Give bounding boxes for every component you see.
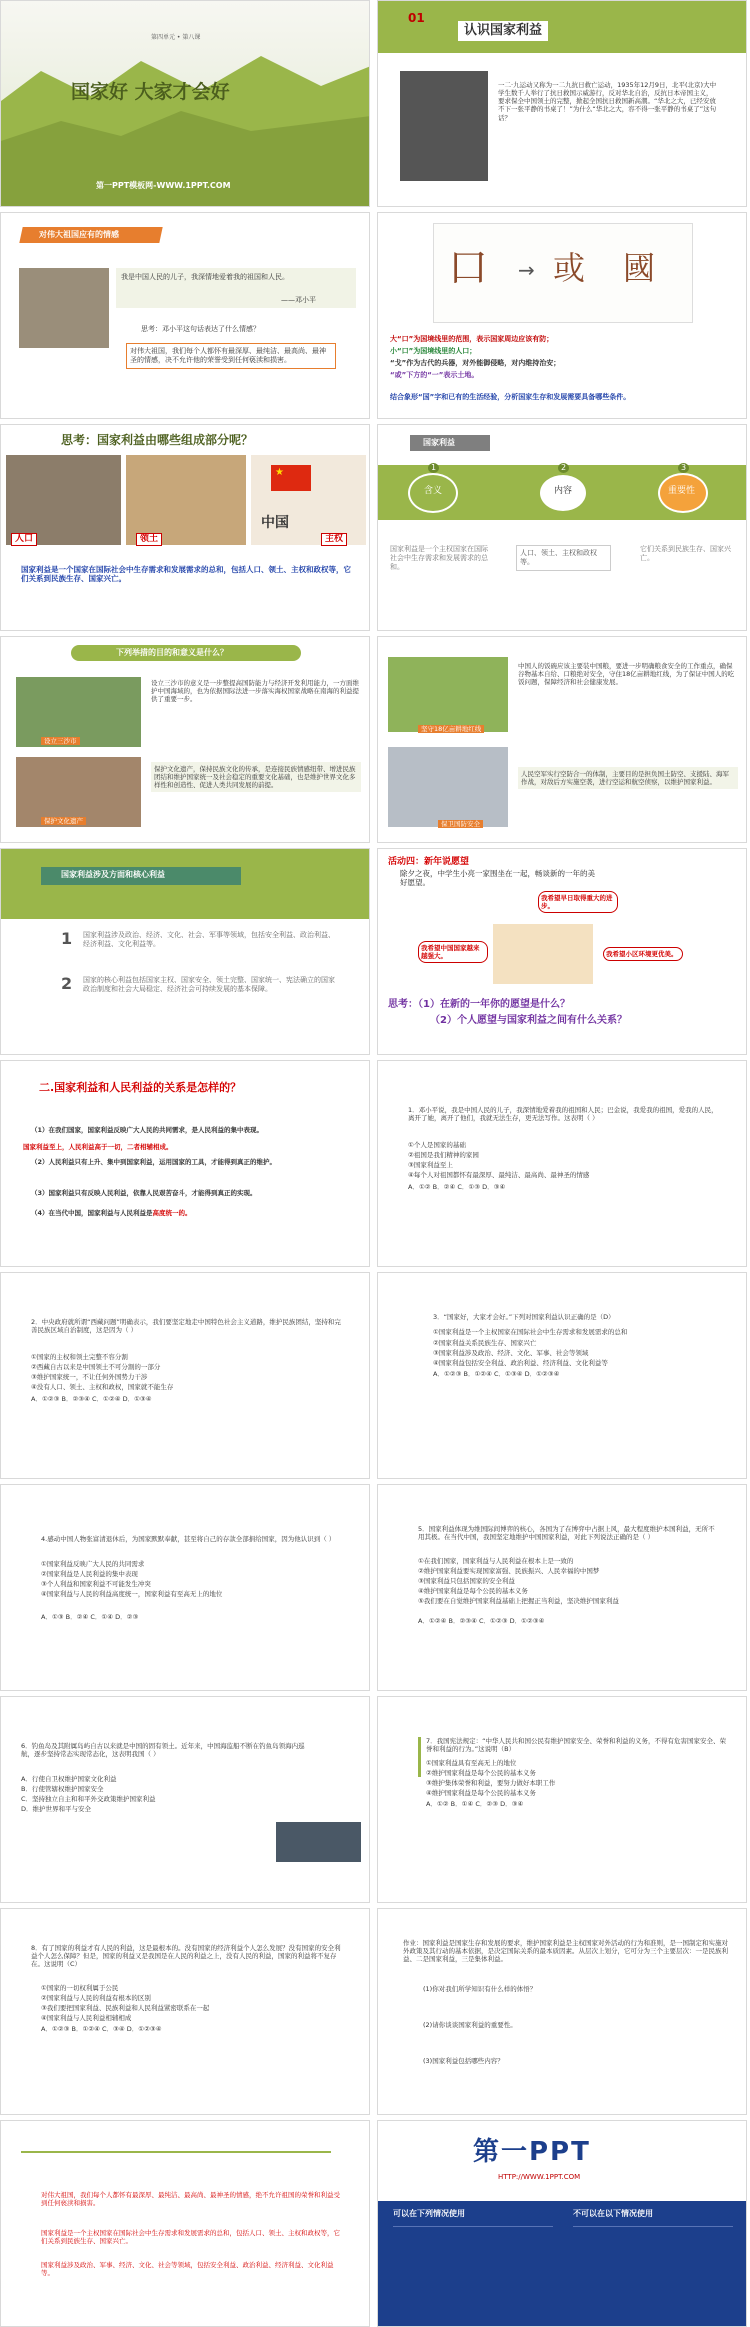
question-stem: 8．有了国家的利益才有人民的利益，这是最根本的。没有国家的经济利益个人怎么发展？没有国家的安全利益个人怎么保障？但是，国家的利益又是我国是在人民的利益之上，没有人民的利益，国家的利益将不复存在。这说明（C） [31,1944,341,1969]
slide-14 [377,1272,747,1479]
option-1: ①在我们国家，国家利益与人民利益在根本上是一致的 [418,1557,574,1565]
option-d: D．维护世界和平与安全 [21,1805,92,1813]
option-3: ③国家利益至上 [408,1161,453,1169]
slide-16 [377,1484,747,1691]
option-1: ①国家的一切权利属于公民 [41,1984,119,1992]
glyph-line-1: 大“口”为国境线里的范围，表示国家周边应该有防； [390,335,554,343]
slide-15 [0,1484,370,1691]
family-illustration [493,924,593,984]
summary-3: 国家利益涉及政治、军事、经济、文化、社会等领域，包括安全利益、政治利益、经济利益、文化利益等。 [41,2261,334,2278]
slide-2 [377,0,747,207]
ancient-glyph-1: 口 [448,245,488,291]
glyph-guo: 國 [623,249,656,287]
point-text-2: 国家的核心利益包括国家主权、国家安全、领土完整、国家统一、宪法确立的国家政治制度和社会大局稳定、经济社会可持续发展的基本保障。 [83,976,335,993]
site-label: 第一PPT模板网-WWW.1PPT.COM [96,181,231,190]
label-population: 人口 [11,533,37,546]
slide-title: 思考：国家利益由哪些组成部分呢？ [61,433,254,447]
option-1: ①国家的主权和领土完整不容分割 [31,1353,128,1361]
banner-text: 国家利益涉及方面和核心利益 [61,870,165,879]
slide-title: 国家好 大家才会好 [71,81,230,103]
historic-photo [400,71,488,181]
glyph-line-3: “戈”作为古代的兵器，对外能御侵略，对内维持治安； [390,359,561,367]
glyph-line-4: “或”下方的“一”表示土地。 [390,371,479,379]
allowed-heading: 可以在下列情况使用 [393,2209,465,2218]
slide-13 [0,1272,370,1479]
history-text: 一二·九运动又称为一二九抗日救亡运动，1935年12月9日，北平(北京)大中学生数千人举行了抗日救国示威游行，反对华北自治，反抗日本帝国主义，要求保全中国领土的完整，掀起全国抗日救国新高潮。“华北之大，已经安放不下一张平静的书桌了！”为什么“华北之大，容不得一张平静的书桌了”这句话？ [498,81,717,122]
farmland-photo [388,657,508,732]
point-1-red: 国家利益至上，人民利益高于一切，二者相辅相成。 [23,1143,173,1151]
option-c: C．坚持独立自主和和平外交政策维护国家利益 [21,1795,156,1803]
slide-12 [377,1060,747,1267]
crowd-photo [6,455,121,545]
slide-4 [377,212,747,419]
slide-20 [377,1908,747,2115]
section-number: 01 [408,11,425,25]
desc-1: 国家利益是一个主权国家在国际社会中生存需求和发展需求的总和。 [390,545,488,571]
banner-text: 下列举措的目的和意义是什么？ [116,648,228,657]
node-label-3: 重要性 [668,486,696,496]
caption-1: 设立三沙市 [41,737,80,745]
homework-text: 作业：国家利益是国家生存和发展的要求，维护国家利益是主权国家对外活动的行为和准则，是一国制定和实施对外政策及其行动的基本依据，是决定国际关系的最本质因素。从层次上划分，它可分为三个主要层次：一是民族利益、二是国家利益，三是集体利益。 [403,1939,728,1964]
option-3: ③国家利益涉及政治、经济、文化、军事、社会等领域 [433,1349,589,1357]
divider [21,2151,331,2153]
not-allowed-list [573,2226,733,2316]
activity-title: 活动四：新年说愿望 [388,857,470,867]
option-3: ③我们要把国家利益、民族利益和人民利益紧密联系在一起 [41,2004,210,2012]
option-2: ②祖国是我们精神的家园 [408,1151,479,1159]
node-num-2: 2 [558,463,569,473]
homework-q2: (2)请你谈谈国家利益的重要性。 [423,2021,517,2029]
option-3: ③维护国家统一，不让任何外国势力干涉 [31,1373,148,1381]
wish-bubble-3: 我希望小区环境更优美。 [603,947,683,961]
air-force-text: 人民空军实行空防合一的体制，主要目的是担负国土防空、支援陆、海军作战，对敌后方实施空袭，进行空运和航空侦察，以维护国家利益。 [518,767,738,789]
activity-sub: 除夕之夜，中学生小亮一家围坐在一起，畅谈新的一年的美好愿望。 [400,869,595,888]
answer-choices: A．①③ B．②④ C．①④ D．②③ [41,1613,139,1621]
option-4: ④维护国家利益是每个公民的基本义务 [418,1587,528,1595]
node-label-1: 含义 [424,486,443,496]
summary-1: 对伟大祖国，我们每个人都怀有最深厚、最纯洁、最高尚、最神圣的情感，绝不允许祖国的荣誉和利益受到任何亵渎和损害。 [41,2191,340,2208]
answer-choices: A．①②③ B．①②④ C．①③④ D．①②③④ [433,1370,560,1378]
option-2: ②维护国家利益要实现国家富强、民族振兴、人民幸福的中国梦 [418,1567,600,1575]
section-title: 认识国家利益 [458,21,548,41]
point-3: （3）国家利益只有反映人民利益，依靠人民艰苦奋斗，才能得到真正的实现。 [31,1189,257,1197]
jet-photo [388,747,508,827]
answer-choices: A．①② B．①④ C．②③ D．③④ [426,1800,524,1808]
option-4: ④国家利益与人民利益相辅相成 [41,2014,132,2022]
option-a: A．行使自卫权维护国家文化利益 [21,1775,117,1783]
point-num-2: 2 [61,974,73,993]
homework-q3: (3)国家利益包括哪些内容？ [423,2057,504,2065]
slide-21 [0,2120,370,2327]
portrait-photo [19,268,109,348]
caption-2: 保护文化遗产 [41,817,86,825]
option-1: ①个人是国家的基础 [408,1141,466,1149]
think-line-2: （2）个人愿望与国家利益之间有什么关系？ [430,1015,627,1026]
header-bar [378,1,747,53]
option-4: ④没有人口、领土、主权和政权，国家就不能生存 [31,1383,174,1391]
option-2: ②国家利益是人民利益的集中表现 [41,1570,138,1578]
option-2: ②国家利益关系民族生存、国家兴亡 [433,1339,537,1347]
point-num-1: 1 [61,929,73,948]
section-title: 二.国家利益和人民利益的关系是怎样的？ [39,1081,242,1094]
summary-2: 国家利益是一个主权国家在国际社会中生存需求和发展需求的总和，包括人口、领土、主权和政权等，它们关系到民族生存、国家兴亡。 [41,2229,340,2246]
option-1: ①国家利益反映广大人民的共同需求 [41,1560,145,1568]
answer-text: 对伟大祖国，我们每个人都怀有最深厚、最纯洁、最高尚、最神圣的情感，决不允许他的荣誉受到任何亵渎和损害。 [126,343,336,369]
ship-photo [276,1822,361,1862]
glyph-line-2: 小“口”为国境线里的人口； [390,347,477,355]
china-label: 中国 [261,515,289,531]
point-1: （1）在我们国家，国家利益反映广大人民的共同需求，是人民利益的集中表现。 [31,1126,264,1134]
node-num-1: 1 [428,463,439,473]
caption-2: 保卫国防安全 [438,820,483,828]
slide-22 [377,2120,747,2327]
slide-11 [0,1060,370,1267]
option-3: ③个人利益和国家利益不可能发生冲突 [41,1580,151,1588]
option-2: ②国家利益与人民的利益有根本的区别 [41,1994,151,2002]
slide-5 [0,424,370,631]
landscape-photo [126,455,246,545]
glyph-huo: 或 [553,249,586,287]
slide-3 [0,212,370,419]
node-num-3: 3 [678,463,689,473]
slide-19 [0,1908,370,2115]
wish-bubble-1: 我希望早日取得重大的进步。 [538,891,618,913]
slide-1 [0,0,370,207]
unit-label: 第四单元 • 第八课 [151,34,201,41]
option-1: ①国家利益具有至高无上的地位 [426,1759,517,1767]
option-4: ④国家利益与人民的利益高度统一，国家利益有至高无上的地位 [41,1590,223,1598]
option-2: ②维护国家利益是每个公民的基本义务 [426,1769,536,1777]
option-b: B．行使管辖权维护国家安全 [21,1785,104,1793]
answer-choices: A．①② B．②④ C．①③ D．③④ [408,1183,506,1191]
farmland-text: 中国人的饭碗应该主要装中国粮，要进一步明确粮食安全的工作重点，确保谷物基本自给、口粮绝对安全，守住18亿亩耕地红线，为了保证中国人的吃饭问题，保障经济和社会健康发展。 [518,662,735,687]
sansha-text: 设立三沙市的意义是一步整提高国防能力与经济开发利用能力，一方面维护中国海域的，也为依据国际法进一步落实海权国家战略在南海的利益提供了重要一步。 [151,679,359,704]
option-2: ②西藏自古以来是中国领土不可分割的一部分 [31,1363,161,1371]
not-allowed-heading: 不可以在以下情况使用 [573,2209,653,2218]
answer-choices: A．①②④ B．②③④ C．①②③ D．①②③④ [418,1617,545,1625]
label-sovereignty: 主权 [321,533,347,546]
question-stem: 5．国家利益体现为维国际间博弈的核心，各国为了在博弈中占据上风，最大程度维护本国利益，无所不用其极。在当代中国，我国坚定地维护中国国家利益，对此下列说法正确的是（ ） [418,1525,715,1542]
slide-18 [377,1696,747,1903]
option-4: ④维护国家利益是每个公民的基本义务 [426,1789,536,1797]
answer-choices: A．①②③ B．①②④ C．③④ D．①②③④ [41,2025,162,2033]
label-territory: 领土 [136,533,162,546]
node-label-2: 内容 [554,486,573,496]
question-stem: 7．我国宪法规定：“中华人民共和国公民有维护国家安全、荣誉和利益的义务，不得有危害国家安全、荣誉和利益的行为。”这说明（B） [426,1737,727,1754]
heritage-text: 保护文化遗产，保持民族文化的传承，是连接民族情感纽带、增进民族团结和维护国家统一及社会稳定的重要文化基础，也是维护世界文化多样性和创造性、促进人类共同发展的前提。 [151,762,361,792]
allowed-list [393,2226,553,2316]
tag-text: 国家利益 [423,438,455,447]
star-icon: ★ [275,467,284,478]
brand-url: HTTP://WWW.1PPT.COM [498,2173,581,2181]
desc-2: 人口、领土、主权和政权等。 [516,545,611,571]
question-stem: 2．中央政府就所谓“西藏问题”明确表示，我们要坚定地走中国特色社会主义道路，维护民族团结，坚持和完善民族区域自治制度，这是因为（ ） [31,1318,341,1335]
summary-text: 结合象形“国”字和已有的生活经验，分析国家生存和发展需要具备哪些条件。 [390,393,631,401]
answer-choices: A．①②③ B．②③④ C．①②④ D．①③④ [31,1395,152,1403]
quote-text: 我是中国人民的儿子，我深情地爱着我的祖国和人民。 [121,273,289,281]
banner-text: 对伟大祖国应有的情感 [39,230,119,239]
quote-author: ——邓小平 [281,296,316,304]
slide-9 [0,848,370,1055]
question-stem: 6．钓鱼岛及其附属岛屿自古以来就是中国的固有领土。近年来，中国海监船不断在钓鱼岛领海内巡航，逐步坚持常态实现常态化，这表明我国（ ） [21,1742,305,1759]
slide-7 [0,636,370,843]
brand-logo: 第一PPT [473,2137,591,2167]
slide-6 [377,424,747,631]
wish-bubble-2: 我希望中国国家越来越强大。 [418,941,488,963]
option-3: ③维护集体荣誉和利益，要努力做好本职工作 [426,1779,556,1787]
desc-3: 它们关系到民族生存、国家兴亡。 [640,545,731,562]
slide-8 [377,636,747,843]
question-stem: 3．“国家好，大家才会好。”下列对国家利益认识正确的是（D） [433,1313,615,1321]
question-stem: 1．邓小平说，我是中国人民的儿子，我深情地爱着我的祖国和人民；巴金说，我爱我的祖国，爱我的人民，离开了她，离开了他们，我就无法生存，更无法写作。这表明（ ） [408,1106,718,1123]
arrow-icon: → [518,258,535,282]
point-4: （4）在当代中国，国家利益与人民利益是高度统一的。 [31,1209,192,1217]
think-line-1: 思考：（1）在新的一年你的愿望是什么？ [388,999,570,1010]
caption-1: 坚守18亿亩耕地红线 [418,725,484,733]
option-1: ①国家利益是一个主权国家在国际社会中生存需求和发展需求的总和 [433,1328,628,1336]
option-4: ④每个人对祖国都怀有最深厚、最纯洁、最高尚、最神圣的情感 [408,1171,590,1179]
definition-text: 国家利益是一个国家在国际社会中生存需求和发展需求的总和，包括人口、领土、主权和政权等，它们关系到民族生存、国家兴亡。 [21,565,351,584]
point-text-1: 国家利益涉及政治、经济、文化、社会、军事等领域，包括安全利益、政治利益、经济利益、文化利益等。 [83,931,335,948]
slide-10 [377,848,747,1055]
question-stem: 4.感动中国人物张富清退休后，为国家默默奉献，甚至将自己的存款全部捐给国家，因为他认识到（ ） [41,1535,336,1543]
option-5: ⑤我们要在自觉维护国家利益基础上把握正当利益，坚决维护国家利益 [418,1597,619,1605]
option-4: ④国家利益包括安全利益、政治利益、经济利益、文化利益等 [433,1359,608,1367]
homework-q1: (1)你对我们所学知识有什么样的体悟？ [423,1985,537,1993]
option-3: ③国家利益只包括国家的安全利益 [418,1577,515,1585]
point-2: （2）人民利益只有上升、集中到国家利益，运用国家的工具，才能得到真正的维护。 [31,1158,277,1166]
slide-17 [0,1696,370,1903]
question-text: 思考：邓小平这句话表达了什么情感？ [141,325,260,333]
